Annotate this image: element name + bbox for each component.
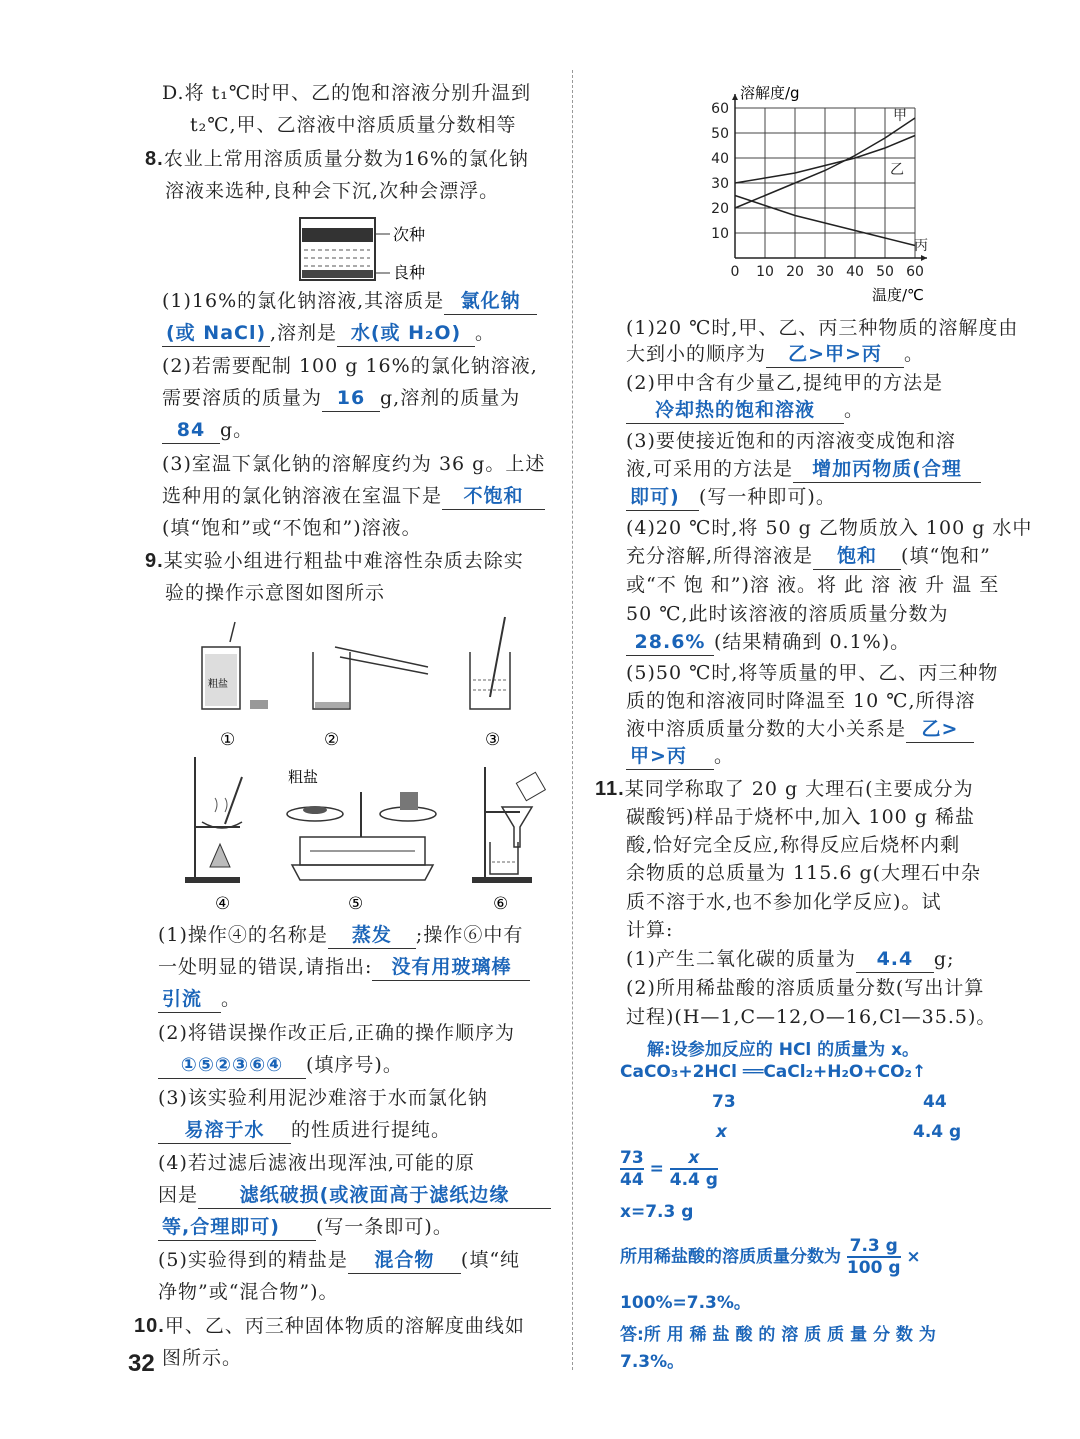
lab-operations-figure (180, 612, 560, 922)
solution-setup: 解:设参加反应的 HCl 的质量为 x。 (647, 1040, 920, 1060)
q10-3-line2 (626, 456, 981, 483)
q11-line4: 余物质的总质量为 115.6 g(大理石中杂 (626, 862, 982, 884)
equals-sign: = (649, 1159, 664, 1179)
figure-label-3: ③ (485, 730, 501, 750)
q11-line5: 质不溶于水,也不参加化学反应)。试 (626, 891, 942, 913)
question-10 (134, 1313, 525, 1339)
y-tick-label: 60 (711, 101, 729, 117)
q8-1-answer-b: (或 NaCl) (162, 320, 270, 347)
q10-4-line5 (626, 629, 910, 656)
question-10-line2: 图所示。 (162, 1347, 243, 1369)
sinking-seeds (302, 270, 373, 278)
question-text: 农业上常用溶质质量分数为16%的氯化钠 (163, 148, 529, 170)
q9-2-answer: ①⑤②③⑥④ (158, 1052, 306, 1079)
q10-3-answer-a: 增加丙物质(合理 (793, 456, 981, 483)
q9-5-line2: 净物”或“混合物”)。 (158, 1281, 339, 1303)
operation-5-balance (287, 768, 436, 880)
solubility-chart (700, 78, 950, 306)
solution-percentage (620, 1236, 921, 1278)
question-8-line2: 溶液来选种,良种会下沉,次种会漂浮。 (165, 180, 500, 202)
page-number: 32 (128, 1350, 155, 1377)
q9-4-answer-a: 滤纸破损(或液面高于滤纸边缘 (198, 1182, 551, 1209)
solution-proportion (620, 1148, 718, 1190)
q10-4-line2 (626, 543, 991, 570)
operation-1-weighing-jar (202, 622, 268, 709)
q9-5-prefix: (5)实验得到的精盐是 (158, 1249, 348, 1271)
q11-1-answer: 4.4 (856, 946, 934, 973)
x-tick-label: 0 (730, 264, 740, 280)
x-axis-arrow (921, 255, 927, 261)
figure-label-2: ② (324, 730, 340, 750)
x-tick-label: 30 (816, 264, 834, 280)
q9-1-line3 (158, 986, 241, 1013)
chart-ylabel: 溶解度/g (740, 84, 800, 102)
q8-1-prefix: (1)16%的氯化钠溶液,其溶质是 (162, 290, 445, 312)
solution-equation: CaCO₃+2HCl ══CaCl₂+H₂O+CO₂↑ (620, 1062, 927, 1082)
q9-3-line1: (3)该实验利用泥沙难溶于水而氯化钠 (158, 1087, 488, 1109)
q8-1-line1 (162, 288, 537, 315)
q9-5-line1 (158, 1247, 520, 1274)
q9-3-line2 (158, 1117, 451, 1144)
q10-1-answer: 乙>甲>丙 (766, 341, 904, 368)
fraction-73-44 (620, 1148, 644, 1190)
question-number: 8. (145, 148, 164, 170)
q10-4-prefix: 充分溶解,所得溶液是 (626, 545, 814, 567)
question-text: 甲、乙、丙三种固体物质的溶解度曲线如 (164, 1315, 525, 1337)
chart-grid (735, 108, 915, 258)
q9-3-answer: 易溶于水 (158, 1117, 291, 1144)
x-tick-label: 10 (756, 264, 774, 280)
q8-2-line3 (162, 417, 253, 444)
q10-4-line1: (4)20 ℃时,将 50 g 乙物质放入 100 g 水中 (626, 517, 1033, 539)
x-tick-label: 50 (876, 264, 894, 280)
q9-1-answer-1: 蒸发 (328, 922, 416, 949)
q10-1-prefix: 大到小的顺序为 (626, 343, 767, 365)
q9-4-prefix: 因是 (158, 1184, 199, 1206)
q11-2-line1: (2)所用稀盐酸的溶质质量分数(写出计算 (626, 977, 985, 999)
operation-6-filtration (472, 767, 545, 883)
operation-3-stirring (470, 617, 510, 709)
beaker-label-top: 次种 (393, 225, 426, 244)
q9-1-mid: ;操作⑥中有 (415, 924, 524, 946)
q8-2-end: g。 (220, 419, 254, 441)
question-text: 某实验小组进行粗盐中难溶性杂质去除实 (163, 550, 524, 572)
q10-1-line2 (626, 341, 924, 368)
solution-percentage-line2: 100%=7.3%。 (620, 1293, 751, 1313)
solution-answer-line1: 答:所 用 稀 盐 酸 的 溶 质 质 量 分 数 为 (620, 1325, 936, 1345)
q10-5-line4 (626, 743, 734, 770)
q9-1-answer-2a: 没有用玻璃棒 (372, 954, 530, 981)
figure-label-1: ① (220, 730, 236, 750)
x-tick-label: 40 (846, 264, 864, 280)
solution-co2-mass: 4.4 g (913, 1122, 962, 1142)
balance-salt-label: 粗盐 (288, 768, 319, 786)
fraction-7-3g-100g (847, 1236, 901, 1278)
q8-1-answer-c: 水(或 H₂O) (337, 320, 475, 347)
q11-1-end: g; (933, 948, 955, 970)
q9-1-answer-2b: 引流 (158, 986, 221, 1013)
question-number: 10. (134, 1315, 165, 1337)
q8-2-line2 (162, 385, 520, 412)
q10-4-mid: (填“饱和” (901, 545, 991, 567)
q10-4-line3: 或“不 饱 和”)溶 液。将 此 溶 液 升 温 至 (626, 574, 1000, 596)
q9-2-line1: (2)将错误操作改正后,正确的操作顺序为 (158, 1022, 515, 1044)
q9-4-end: (写一条即可)。 (316, 1216, 453, 1238)
operation-4-evaporation (185, 757, 242, 883)
q10-5-answer-b: 甲>丙 (626, 743, 714, 770)
q9-4-line1: (4)若过滤后滤液出现浑浊,可能的原 (158, 1152, 475, 1174)
q11-line2: 碳酸钙)样品于烧杯中,加入 100 g 稀盐 (626, 806, 975, 828)
q8-2-prefix: 需要溶质的质量为 (162, 387, 323, 409)
q10-3-line1: (3)要使接近饱和的丙溶液变成饱和溶 (626, 430, 956, 452)
question-9-line2: 验的操作示意图如图所示 (165, 582, 386, 604)
q11-1-line1 (626, 946, 955, 973)
q9-1-prefix: (1)操作④的名称是 (158, 924, 328, 946)
x-tick-label: 60 (906, 264, 924, 280)
q9-1-line1 (158, 922, 523, 949)
q10-3-line3 (626, 484, 836, 511)
solution-molar-co2: 44 (923, 1092, 947, 1112)
q9-1-line2 (158, 954, 530, 981)
chart-xlabel: 温度/℃ (872, 286, 924, 304)
y-tick-label: 10 (711, 226, 729, 242)
y-axis-arrow (732, 94, 738, 100)
q8-3-line3: (填“饱和”或“不饱和”)溶液。 (162, 517, 422, 539)
series-label-丙: 丙 (914, 238, 928, 254)
q8-2-mid: g,溶剂的质量为 (380, 387, 521, 409)
q8-2-line1: (2)若需要配制 100 g 16%的氯化钠溶液, (162, 355, 538, 377)
question-9 (145, 548, 524, 574)
q10-5-prefix: 液中溶质质量分数的大小关系是 (626, 718, 907, 740)
fraction-numerator: 73 (620, 1148, 644, 1168)
q10-5-answer-a: 乙> (906, 716, 974, 743)
q8-3-line2 (162, 483, 545, 510)
fraction-denominator: 44 (620, 1170, 644, 1190)
solution-x-result: x=7.3 g (620, 1202, 694, 1222)
y-tick-label: 40 (711, 151, 729, 167)
q10-5-end: 。 (714, 745, 735, 767)
column-divider (572, 70, 573, 1370)
q10-4-line4: 50 ℃,此时该溶液的溶质质量分数为 (626, 603, 949, 625)
series-label-甲: 甲 (893, 108, 907, 124)
q10-4-answer-1: 饱和 (813, 543, 901, 570)
q9-4-line2 (158, 1182, 551, 1209)
q8-3-answer: 不饱和 (442, 483, 545, 510)
q9-5-answer: 混合物 (348, 1247, 461, 1274)
q10-3-prefix: 液,可采用的方法是 (626, 458, 794, 480)
beaker-label-bottom: 良种 (393, 263, 426, 282)
q8-1-answer-a: 氯化钠 (444, 288, 537, 315)
q8-2-answer-1: 16 (322, 385, 380, 412)
series-label-乙: 乙 (890, 162, 904, 178)
q8-1-end: 。 (475, 322, 496, 344)
question-11 (595, 776, 974, 802)
q10-1-line1: (1)20 ℃时,甲、乙、丙三种物质的溶解度由 (626, 317, 1019, 339)
y-tick-label: 50 (711, 126, 729, 142)
q10-2-line2 (626, 397, 864, 424)
q10-2-line1: (2)甲中含有少量乙,提纯甲的方法是 (626, 372, 943, 394)
q10-2-answer: 冷却热的饱和溶液 (626, 397, 844, 424)
q8-3-prefix: 选种用的氯化钠溶液在室温下是 (162, 485, 443, 507)
q7-option-d-line1: D.将 t₁℃时甲、乙的饱和溶液分别升温到 (162, 82, 532, 104)
fraction-denominator: 100 g (846, 1258, 901, 1278)
figure-label-4: ④ (215, 894, 231, 914)
y-tick-label: 30 (711, 176, 729, 192)
figure-label-5: ⑤ (348, 894, 364, 914)
solution-answer-line2: 7.3%。 (620, 1352, 685, 1372)
q11-line3: 酸,恰好完全反应,称得反应后烧杯内剩 (626, 834, 961, 856)
times-sign: × (906, 1247, 921, 1267)
q8-3-line1: (3)室温下氯化钠的溶解度约为 36 g。上述 (162, 453, 546, 475)
y-tick-label: 20 (711, 201, 729, 217)
percentage-prefix: 所用稀盐酸的溶质质量分数为 (620, 1247, 841, 1267)
fraction-numerator: 7.3 g (847, 1236, 901, 1258)
fraction-x-44g (670, 1148, 718, 1190)
q9-2-end: (填序号)。 (306, 1054, 403, 1076)
q10-2-end: 。 (844, 399, 865, 421)
question-8 (145, 146, 529, 172)
q10-5-line1: (5)50 ℃时,将等质量的甲、乙、丙三种物 (626, 662, 999, 684)
operation-2-dissolving (313, 647, 428, 709)
q10-4-answer-2: 28.6% (626, 629, 714, 656)
q10-4-end: (结果精确到 0.1%)。 (714, 631, 911, 653)
q9-5-end: (填“纯 (460, 1249, 521, 1271)
jar-label: 粗盐 (208, 679, 228, 690)
q9-2-line2 (158, 1052, 403, 1079)
figure-label-6: ⑥ (493, 894, 509, 914)
q11-line6: 计算: (626, 919, 674, 941)
fraction-denominator: 4.4 g (669, 1170, 718, 1190)
q9-4-line3 (158, 1214, 453, 1241)
q9-1-end: 。 (221, 988, 242, 1010)
fraction-numerator: x (670, 1148, 718, 1170)
q9-4-answer-b: 等,合理即可) (158, 1214, 316, 1241)
chart-lines (735, 108, 928, 254)
question-number: 9. (145, 550, 164, 572)
q10-1-end: 。 (904, 343, 925, 365)
q9-3-end: 的性质进行提纯。 (291, 1119, 452, 1141)
solution-unknown-x: x (716, 1122, 727, 1142)
question-number: 11. (595, 778, 625, 800)
q8-2-answer-2: 84 (162, 417, 220, 444)
chart-ticks (711, 101, 924, 280)
floating-seeds (302, 228, 373, 242)
q10-5-line3 (626, 716, 974, 743)
q11-2-line2: 过程)(H—1,C—12,O—16,Cl—35.5)。 (626, 1006, 997, 1028)
q8-1-line2 (162, 320, 495, 347)
seed-beaker-figure (290, 210, 450, 285)
q10-3-end: (写一种即可)。 (699, 486, 836, 508)
q10-5-line2: 质的饱和溶液同时降温至 10 ℃,所得溶 (626, 690, 976, 712)
question-text: 某同学称取了 20 g 大理石(主要成分为 (624, 778, 974, 800)
q7-option-d-line2: t₂℃,甲、乙溶液中溶质质量分数相等 (190, 114, 517, 136)
x-tick-label: 20 (786, 264, 804, 280)
q10-3-answer-b: 即可) (626, 484, 699, 511)
q8-1-mid: ,溶剂是 (270, 322, 338, 344)
solution-molar-hcl: 73 (712, 1092, 736, 1112)
q9-1-line2-text: 一处明显的错误,请指出: (158, 956, 373, 978)
q11-1-prefix: (1)产生二氧化碳的质量为 (626, 948, 856, 970)
